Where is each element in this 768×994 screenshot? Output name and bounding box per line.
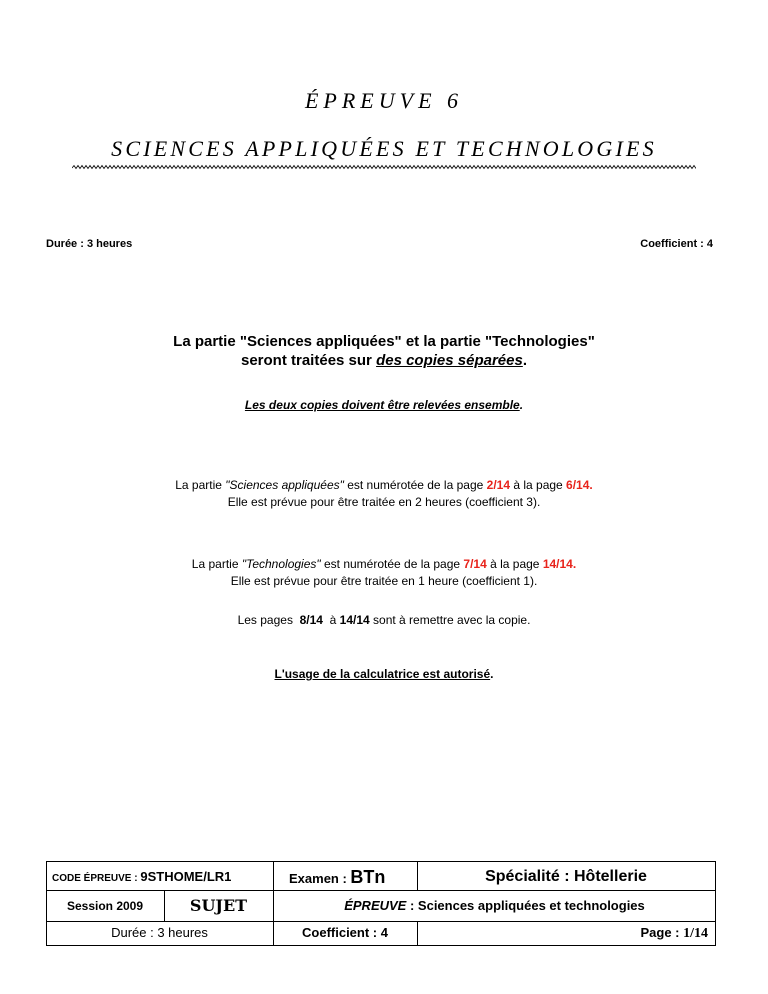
footer-row-divider-2 [46, 921, 716, 922]
footer-duration: Durée : 3 heures [111, 925, 208, 940]
technologies-from-page: 7/14 [463, 557, 487, 571]
technologies-name: "Technologies" [241, 557, 321, 571]
sciences-from-page: 2/14 [486, 478, 510, 492]
page-number [640, 925, 708, 942]
sciences-line-1 [0, 477, 768, 494]
intro-line-2-prefix: seront traitées sur [241, 352, 377, 369]
footer-border-top [46, 861, 716, 862]
pages-mid: à [322, 613, 340, 627]
technologies-to-text: à la page [486, 557, 543, 571]
pages-note [0, 612, 768, 629]
footer-table [46, 861, 716, 946]
sciences-name: "Sciences appliquées" [225, 478, 344, 492]
technologies-part-info [0, 556, 768, 590]
calculator-note [0, 667, 768, 681]
copies-note-text: Les deux copies doivent être relevées ensemble [244, 398, 520, 412]
sciences-to-text: à la page [510, 478, 567, 492]
speciality-cell: Spécialité : Hôtellerie [485, 868, 647, 885]
epreuve-cell [273, 898, 716, 913]
page-value: 1/14 [683, 926, 708, 941]
exam-subtitle: SCIENCES APPLIQUÉES ET TECHNOLOGIES [111, 136, 657, 161]
coefficient-label: Coefficient : 4 [640, 238, 713, 250]
sciences-prefix: La partie [175, 478, 226, 492]
technologies-line-2: Elle est prévue pour être traitée en 1 heure (coefficient 1). [230, 574, 538, 588]
exam-cell [289, 867, 385, 888]
sciences-mid: est numérotée de la page [343, 478, 487, 492]
copies-note-suffix: . [519, 398, 524, 412]
duration-label: Durée : 3 heures [46, 238, 133, 250]
wavy-underline [72, 164, 696, 170]
sciences-part-info [0, 477, 768, 511]
pages-suffix: sont à remettre avec la copie. [369, 613, 531, 627]
calculator-suffix: . [490, 667, 494, 681]
code-label: CODE ÉPREUVE : [52, 873, 141, 884]
exam-value: BTn [350, 867, 386, 887]
page-label: Page : [640, 925, 684, 940]
footer-row-divider-1 [46, 890, 716, 891]
pages-prefix: Les pages [237, 613, 300, 627]
intro-line-2 [0, 351, 768, 370]
footer-coefficient: Coefficient : 4 [302, 925, 388, 940]
intro-text [0, 332, 768, 370]
pages-from: 8/14 [299, 613, 323, 627]
exam-label: Examen : [289, 871, 351, 886]
pages-to: 14/14 [339, 613, 370, 627]
separate-copies-emphasis: des copies séparées [376, 352, 523, 369]
footer-border-bottom [46, 945, 716, 946]
copies-note [0, 398, 768, 412]
sciences-to-page: 6/14. [566, 478, 593, 492]
technologies-line-1 [0, 556, 768, 573]
footer-col-divider-d [417, 921, 418, 945]
technologies-to-page: 14/14. [542, 557, 577, 571]
session-cell: Session 2009 [66, 899, 144, 913]
technologies-mid: est numérotée de la page [320, 557, 464, 571]
calculator-text: L'usage de la calculatrice est autorisé [274, 667, 491, 681]
epreuve-label: ÉPREUVE [344, 898, 407, 913]
intro-line-1: La partie "Sciences appliquées" et la partie "Technologies" [173, 333, 595, 350]
exam-title: ÉPREUVE 6 [304, 88, 464, 113]
technologies-prefix: La partie [191, 557, 242, 571]
epreuve-value: : Sciences appliquées et technologies [406, 898, 645, 913]
intro-line-2-suffix: . [522, 352, 527, 369]
sujet-cell: SUJET [189, 896, 248, 915]
code-epreuve [52, 869, 231, 884]
sciences-line-2: Elle est prévue pour être traitée en 2 heures (coefficient 3). [227, 495, 541, 509]
code-value: 9STHOME/LR1 [140, 869, 232, 884]
